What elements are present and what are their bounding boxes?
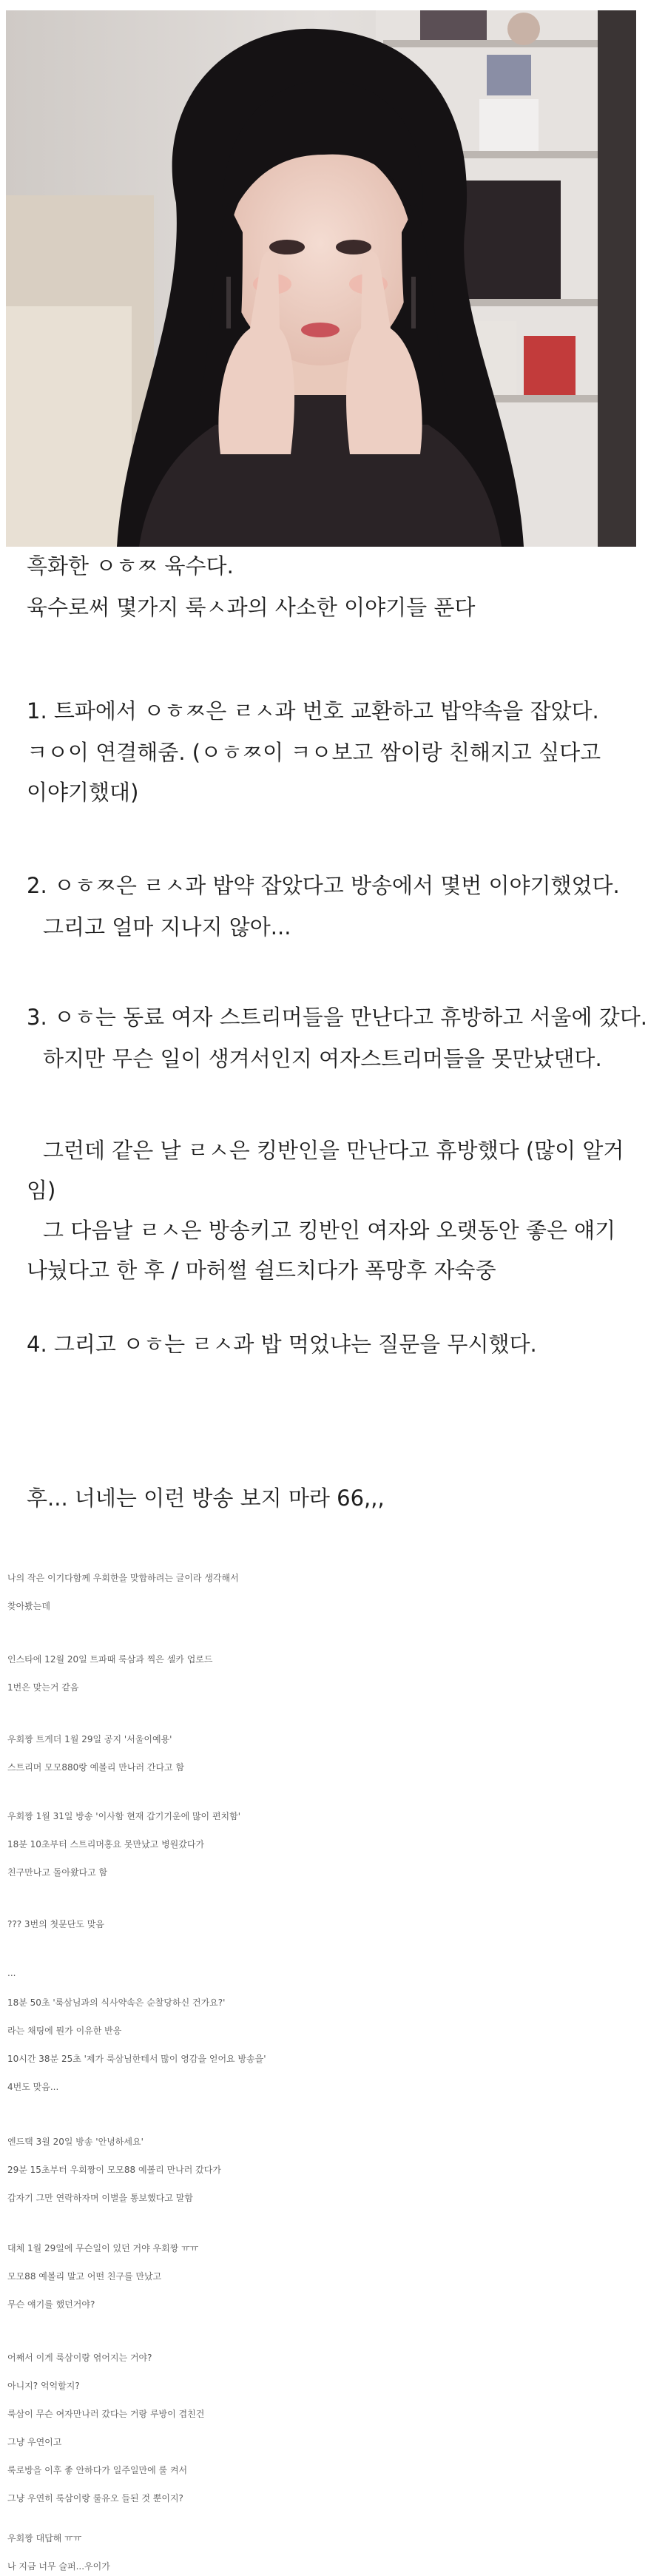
post-line-point3: 3. ㅇㅎ는 동료 여자 스트리머들을 만난다고 휴방하고 서울에 갔다. xyxy=(27,1005,647,1030)
post-line-point3-nextday: 그 다음날 ㄹㅅ은 방송키고 킹반인 여자와 오랫동안 좋은 얘기 xyxy=(43,1218,616,1243)
thread-line: 그냥 우연히 룩삼이랑 룰유오 들된 것 뿐이지? xyxy=(7,2493,183,2503)
thread-line: 그냥 우연이고 xyxy=(7,2437,62,2447)
thread-line: 어째서 이게 룩삼이랑 엮어지는 거야? xyxy=(7,2353,152,2363)
thread-line: 우회짱 트게더 1월 29일 공지 '서울이예용' xyxy=(7,1734,172,1744)
thread-line: 대체 1월 29일에 무슨일이 있던 거야 우회짱 ㅠㅠ xyxy=(7,2243,199,2253)
thread-line: 모모88 예볼리 말고 어떤 친구를 만났고 xyxy=(7,2271,162,2282)
thread-line: 우회짱 대답해 ㅠㅠ xyxy=(7,2533,82,2543)
post-line-point1-detail: ㅋㅇ이 연결해줌. (ㅇㅎㅉ이 ㅋㅇ보고 쌈이랑 친해지고 싶다고 xyxy=(27,740,601,765)
thread-line: 18분 10초부터 스트리머홍요 못만났고 병원갔다가 xyxy=(7,1839,205,1850)
post-line-point3-nextday-2: 나눴다고 한 후 / 마허썰 쉴드치다가 폭망후 자숙중 xyxy=(27,1258,496,1283)
thread-line: 29분 15초부터 우회짱이 모모88 예볼리 만나러 갔다가 xyxy=(7,2165,221,2175)
post-line-point1-detail-2: 이야기했대) xyxy=(27,780,139,805)
post-line-subtitle: 육수로써 몇가지 룩ㅅ과의 사소한 이야기들 푼다 xyxy=(27,595,476,620)
post-line-point3-followup: 그런데 같은 날 ㄹㅅ은 킹반인을 만난다고 휴방했다 (많이 알거 xyxy=(43,1138,624,1163)
stream-screenshot-photo xyxy=(6,10,636,547)
thread-line: ??? 3번의 첫문단도 맞음 xyxy=(7,1919,104,1929)
thread-line: 무슨 얘기를 했던거야? xyxy=(7,2299,95,2310)
post-line-point2: 2. ㅇㅎㅉ은 ㄹㅅ과 밥약 잡았다고 방송에서 몇번 이야기했었다. xyxy=(27,873,620,898)
thread-line: 나 지금 너무 슬퍼...우이가 xyxy=(7,2561,110,2572)
thread-line: 룩삼이 무슨 여자만나러 갔다는 거랑 루방이 겹친건 xyxy=(7,2409,205,2419)
photo-illustration xyxy=(6,10,636,547)
thread-line: ... xyxy=(7,1968,16,1978)
thread-line: 4번도 맞음... xyxy=(7,2082,59,2092)
thread-line: 스트리머 모모880랑 예볼리 만나러 간다고 함 xyxy=(7,1762,185,1773)
post-line-point4: 4. 그리고 ㅇㅎ는 ㄹㅅ과 밥 먹었냐는 질문을 무시했다. xyxy=(27,1332,537,1357)
post-line-intro: 흑화한 ㅇㅎㅉ 육수다. xyxy=(27,553,234,579)
thread-line: 친구만나고 돌아왔다고 함 xyxy=(7,1867,108,1878)
post-line-point3-followup-2: 임) xyxy=(27,1178,56,1203)
thread-line: 우회짱 1월 31일 방송 '이사함 현재 갑기기운에 많이 편치함' xyxy=(7,1811,241,1821)
thread-line: 룩로방을 이후 좋 안하다가 일주일만에 룰 켜서 xyxy=(7,2465,188,2475)
thread-line: 인스타에 12월 20일 트파때 룩삼과 찍은 셀카 업로드 xyxy=(7,1654,213,1665)
thread-line: 10시간 38분 25초 '제가 룩삼님한테서 많이 영감을 얻어요 방송을' xyxy=(7,2054,266,2064)
thread-line: 아니지? 억억할지? xyxy=(7,2381,80,2391)
thread-line: 찾아봤는데 xyxy=(7,1601,50,1611)
thread-line: 갑자기 그만 연락하자며 이별을 통보했다고 말함 xyxy=(7,2193,193,2203)
thread-line: 1번은 맞는거 같음 xyxy=(7,1682,79,1693)
post-line-point2-detail: 그리고 얼마 지나지 않아... xyxy=(43,914,291,940)
thread-line: 라는 채팅에 뭔가 이유한 반응 xyxy=(7,2026,122,2036)
thread-line: 엔드택 3월 20일 방송 '안녕하세요' xyxy=(7,2137,144,2147)
post-line-point3-detail: 하지만 무슨 일이 생겨서인지 여자스트리머들을 못만났댄다. xyxy=(43,1046,602,1071)
thread-line: 나의 작은 이기다함께 우회한을 맞합하려는 글이라 생각해서 xyxy=(7,1573,239,1583)
post-line-point1: 1. 트파에서 ㅇㅎㅉ은 ㄹㅅ과 번호 교환하고 밥약속을 잡았다. xyxy=(27,698,599,724)
post-line-closing: 후... 너네는 이런 방송 보지 마라 66,,, xyxy=(27,1486,385,1511)
thread-line: 18분 50초 '룩삼님과의 식사약속은 순찰당하신 건가요?' xyxy=(7,1997,226,2008)
